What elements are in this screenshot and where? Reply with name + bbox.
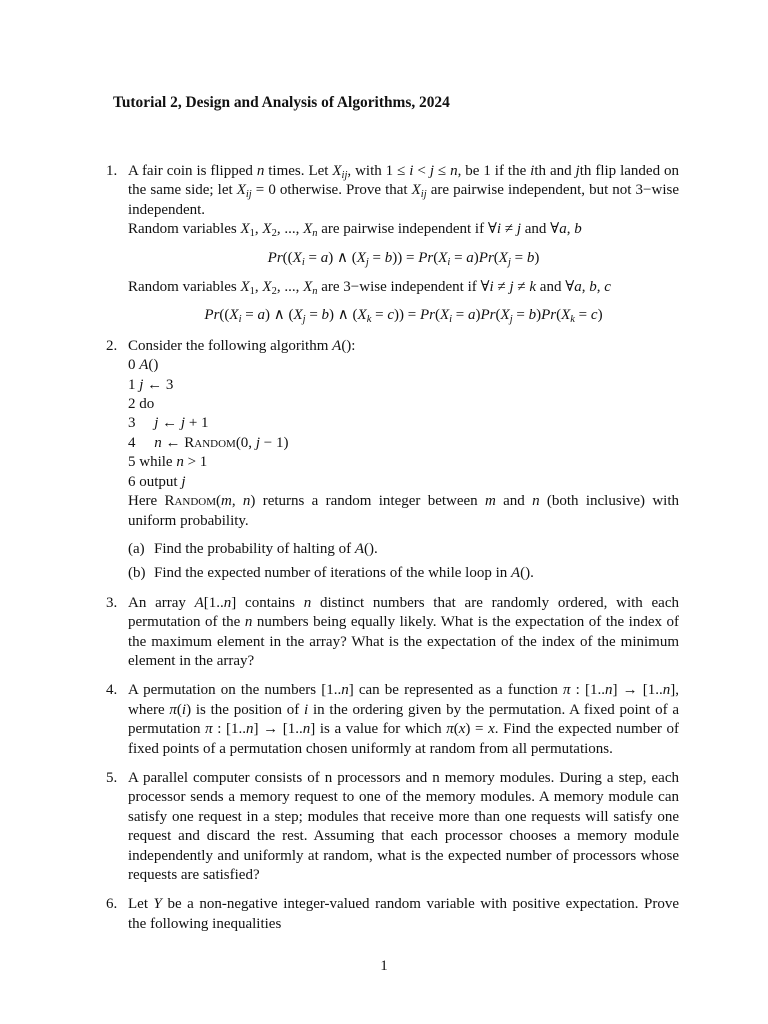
problem-number: 6. (106, 896, 118, 913)
threewise-equation: $Pr((X_i = a)$ ∧ $(X_j = b)$ ∧ $(X_k = c)) = Pr(X_i = a)Pr(X_j = b)Pr(X_k = c)$ (204, 307, 603, 326)
threewise-definition: Random variables $X_1$, $X_2$, ..., $X_n$ are 3−wise independent if ∀i ≠ j ≠ k and ∀a, b, c (128, 279, 611, 298)
problem-2 (106, 337, 679, 584)
problem-6 (106, 895, 679, 934)
pseudocode-line-0: 0 A() (128, 357, 159, 374)
problem-1-statement: A fair coin is flipped n times. Let $X_{ij}$, with 1 ≤ i < j ≤ n, be 1 if the ith and jth flip landed on the same side; let $X_{ij} = 0$ otherwise. Prove that $X_{ij}$ are pairwise independent, but not 3−wise independent. (128, 163, 680, 218)
problem-5-statement: A parallel computer consists of n processors and n memory modules. During a step, each processor sends a memory request to one of the memory modules. A memory module can satisfy one request in a step; modules that receive more than one requests will satisfy one request and discard the rest. Assuming that each processor chooses a memory module independently and uniformly at random, what is the expected number of processors whose requests are satisfied? (128, 769, 679, 883)
problem-4-statement: A permutation on the numbers [1..n] can be represented as a function π : [1..n] → [1..n], where π(i) is the position of i in the ordering given by the permutation. A fixed point of a permutation π : [1..n] → [1..n] is a value for which π(x) = x. Find the expected number of fixed points of a permutation chosen uniformly at random from all permutations. (128, 682, 679, 757)
problem-list (106, 162, 679, 944)
pseudocode-line-1: 1 j ← 3 (128, 376, 174, 393)
random-definition: Here Random(m, n) returns a random integer between m and n (both inclusive) with uniform probability. (128, 493, 679, 529)
problem-6-statement: Let Y be a non-negative integer-valued random variable with positive expectation. Prove the following inequalities (128, 896, 679, 932)
pseudocode-line-6: 6 output j (128, 473, 186, 490)
problem-4 (106, 681, 679, 759)
subpart-b: (b) Find the expected number of iterations of the while loop in A(). (128, 564, 679, 583)
problem-3-statement: An array A[1..n] contains n distinct numbers that are randomly ordered, with each permutation of the n numbers being equally likely. What is the expectation of the index of the maximum element in the array? What is the expectation of the index of the minimum element in the array? (128, 594, 680, 669)
pseudocode-line-2: 2 do (128, 396, 155, 413)
problem-5 (106, 769, 679, 885)
subpart-text: Find the expected number of iterations of the while loop in (154, 565, 511, 582)
pairwise-definition: Random variables $X_1$, $X_2$, ..., $X_n$ are pairwise independent if ∀i ≠ j and ∀a, b (128, 221, 582, 240)
page-title: Tutorial 2, Design and Analysis of Algorithms, 2024 (113, 94, 450, 111)
subpart-label: (b) (128, 565, 146, 582)
problem-2-intro: Consider the following algorithm A(): (128, 337, 356, 354)
problem-number: 5. (106, 769, 118, 786)
problem-number: 2. (106, 337, 118, 354)
problem-number: 1. (106, 163, 118, 179)
problem-number: 4. (106, 682, 118, 699)
pseudocode-line-5: 5 while n > 1 (128, 454, 208, 471)
subpart-list (128, 540, 679, 584)
pairwise-equation: $Pr((X_i = a)$ ∧ $(X_j = b)) = Pr(X_i = a)Pr(X_j = b)$ (267, 249, 540, 268)
subpart-a: (a) Find the probability of halting of A(). (128, 540, 679, 559)
problem-1 (106, 162, 679, 326)
subpart-text: Find the probability of halting of (154, 540, 355, 557)
pseudocode-block (128, 356, 679, 492)
subpart-label: (a) (128, 540, 145, 557)
page-number: 1 (380, 958, 388, 974)
problem-2-intro-text: Consider the following algorithm (128, 337, 333, 354)
pseudocode-line-3: 3 j ← j + 1 (128, 415, 209, 432)
problem-number: 3. (106, 594, 118, 611)
pseudocode-line-4: 4 n ← Random(0, j − 1) (128, 434, 289, 451)
problem-3 (106, 594, 679, 672)
